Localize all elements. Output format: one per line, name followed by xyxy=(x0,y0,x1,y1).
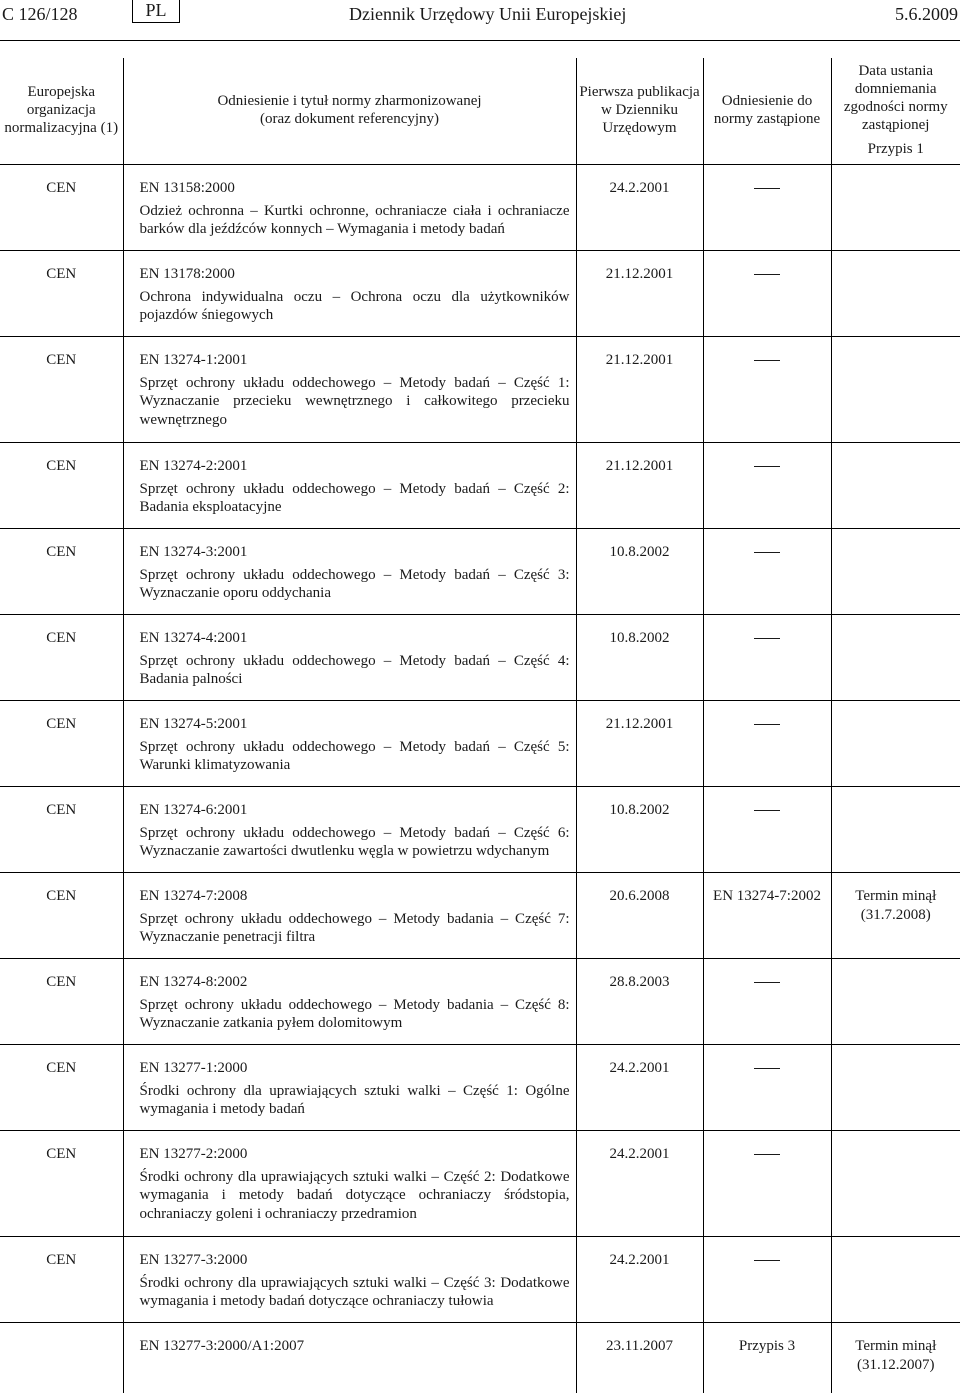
header-organization: Europejska organizacja normalizacyjna (1) xyxy=(0,58,123,165)
cessation-cell xyxy=(831,337,960,443)
no-superseded-dash xyxy=(754,466,780,467)
superseded-reference: Przypis 3 xyxy=(738,1338,796,1354)
standard-title: Sprzęt ochrony układu oddechowego – Metody badań – Część 3: Wyznaczanie oporu oddychania xyxy=(139,566,570,601)
table-row xyxy=(0,337,960,443)
standard-cell xyxy=(123,615,576,701)
standard-title: Odzież ochronna – Kurtki ochronne, ochraniacze ciała i ochraniacze barków dla jeźdźców konnych – Wymagania i metody badań xyxy=(139,202,570,237)
table-row xyxy=(0,615,960,701)
organization-cell: CEN xyxy=(0,1237,123,1323)
organization-cell: CEN xyxy=(0,165,123,251)
standard-code: EN 13158:2000 xyxy=(139,180,235,196)
organization-cell: CEN xyxy=(0,787,123,873)
standard-title: Środki ochrony dla uprawiających sztuki walki – Część 1: Ogólne wymagania i metody badań xyxy=(139,1082,570,1117)
no-superseded-dash xyxy=(754,188,780,189)
standard-cell xyxy=(123,873,576,959)
superseded-cell xyxy=(703,873,831,959)
standard-code: EN 13277-1:2000 xyxy=(139,1060,248,1076)
standard-code: EN 13178:2000 xyxy=(139,266,235,282)
no-superseded-dash xyxy=(754,982,780,983)
publication-date-cell: 10.8.2002 xyxy=(576,787,703,873)
no-superseded-dash xyxy=(754,552,780,553)
no-superseded-dash xyxy=(754,810,780,811)
organization-cell: CEN xyxy=(0,337,123,443)
standard-title: Sprzęt ochrony układu oddechowego – Metody badania – Część 8: Wyznaczanie zatkania pyłem dolomitowym xyxy=(139,996,570,1031)
standard-code: EN 13274-7:2008 xyxy=(139,888,248,904)
table-row xyxy=(0,959,960,1045)
standard-title: Sprzęt ochrony układu oddechowego – Metody badań – Część 5: Warunki klimatyzowania xyxy=(139,738,570,773)
superseded-cell xyxy=(703,165,831,251)
no-superseded-dash xyxy=(754,1260,780,1261)
no-superseded-dash xyxy=(754,724,780,725)
standard-code: EN 13274-1:2001 xyxy=(139,352,248,368)
publication-date-cell: 24.2.2001 xyxy=(576,1045,703,1131)
organization-cell xyxy=(0,1323,123,1393)
standard-code: EN 13277-3:2000/A1:2007 xyxy=(139,1338,305,1354)
organization-cell: CEN xyxy=(0,1045,123,1131)
header-first-publication: Pierwsza publikacja w Dzienniku Urzędowym xyxy=(576,58,703,165)
publication-date-cell: 21.12.2001 xyxy=(576,443,703,529)
publication-date-cell: 21.12.2001 xyxy=(576,251,703,337)
standard-cell xyxy=(123,165,576,251)
no-superseded-dash xyxy=(754,360,780,361)
cessation-cell xyxy=(831,1131,960,1237)
superseded-cell xyxy=(703,787,831,873)
standard-code: EN 13277-3:2000 xyxy=(139,1252,248,1268)
cessation-cell xyxy=(831,701,960,787)
organization-cell: CEN xyxy=(0,443,123,529)
standard-title: Ochrona indywidualna oczu – Ochrona oczu dla użytkowników pojazdów śniegowych xyxy=(139,288,570,323)
cessation-cell xyxy=(831,787,960,873)
no-superseded-dash xyxy=(754,1154,780,1155)
language-badge: PL xyxy=(132,0,180,23)
standard-cell xyxy=(123,337,576,443)
superseded-cell xyxy=(703,959,831,1045)
cessation-cell: Termin minął (31.12.2007) xyxy=(831,1323,960,1393)
standard-cell xyxy=(123,1237,576,1323)
table-row xyxy=(0,1323,960,1393)
standard-cell xyxy=(123,443,576,529)
no-superseded-dash xyxy=(754,1068,780,1069)
standard-title: Sprzęt ochrony układu oddechowego – Metody badania – Część 7: Wyznaczanie penetracji filtra xyxy=(139,910,570,945)
superseded-cell xyxy=(703,443,831,529)
superseded-cell xyxy=(703,1131,831,1237)
publication-date-cell: 28.8.2003 xyxy=(576,959,703,1045)
standard-code: EN 13277-2:2000 xyxy=(139,1146,248,1162)
standard-title: Sprzęt ochrony układu oddechowego – Metody badań – Część 4: Badania palności xyxy=(139,652,570,687)
page-number: C 126/128 xyxy=(2,4,78,24)
cessation-cell xyxy=(831,529,960,615)
standard-cell xyxy=(123,787,576,873)
standard-cell xyxy=(123,959,576,1045)
publication-date-cell: 23.11.2007 xyxy=(576,1323,703,1393)
table-row xyxy=(0,701,960,787)
no-superseded-dash xyxy=(754,274,780,275)
page-header xyxy=(0,0,960,41)
header-cessation-date: Data ustania domniemania zgodności normy zastąpionej Przypis 1 xyxy=(831,58,960,165)
cessation-cell xyxy=(831,443,960,529)
publication-date-cell: 24.2.2001 xyxy=(576,165,703,251)
superseded-cell xyxy=(703,251,831,337)
standard-cell xyxy=(123,1323,576,1393)
standard-code: EN 13274-6:2001 xyxy=(139,802,248,818)
standard-title: Sprzęt ochrony układu oddechowego – Metody badań – Część 6: Wyznaczanie zawartości dwutlenku węgla w powietrzu wdychanym xyxy=(139,824,570,859)
standard-cell xyxy=(123,701,576,787)
cessation-cell xyxy=(831,1045,960,1131)
standard-code: EN 13274-4:2001 xyxy=(139,630,248,646)
publication-date-cell: 20.6.2008 xyxy=(576,873,703,959)
superseded-cell xyxy=(703,337,831,443)
table-row xyxy=(0,1237,960,1323)
standard-cell xyxy=(123,251,576,337)
publication-date-cell: 10.8.2002 xyxy=(576,615,703,701)
cessation-cell: Termin minął (31.7.2008) xyxy=(831,873,960,959)
table-row xyxy=(0,165,960,251)
standard-title: Sprzęt ochrony układu oddechowego – Metody badań – Część 1: Wyznaczanie przecieku wewnętrznego i całkowitego przecieku wewnętrznego xyxy=(139,374,570,428)
standard-code: EN 13274-3:2001 xyxy=(139,544,248,560)
cessation-cell xyxy=(831,1237,960,1323)
superseded-cell xyxy=(703,701,831,787)
organization-cell: CEN xyxy=(0,1131,123,1237)
issue-date: 5.6.2009 xyxy=(895,4,958,24)
organization-cell: CEN xyxy=(0,251,123,337)
standard-code: EN 13274-2:2001 xyxy=(139,458,248,474)
standard-title: Środki ochrony dla uprawiających sztuki walki – Część 3: Dodatkowe wymagania i metody badań dotyczące ochraniaczy tułowia xyxy=(139,1274,570,1309)
standard-title: Sprzęt ochrony układu oddechowego – Metody badań – Część 2: Badania eksploatacyjne xyxy=(139,480,570,515)
table-row xyxy=(0,1131,960,1237)
journal-title: Dziennik Urzędowy Unii Europejskiej xyxy=(349,4,627,24)
organization-cell: CEN xyxy=(0,615,123,701)
superseded-reference: EN 13274-7:2002 xyxy=(713,888,821,904)
standard-cell xyxy=(123,529,576,615)
superseded-cell xyxy=(703,615,831,701)
organization-cell: CEN xyxy=(0,529,123,615)
standards-table xyxy=(0,58,960,1393)
publication-date-cell: 10.8.2002 xyxy=(576,529,703,615)
table-header-row xyxy=(0,58,960,165)
organization-cell: CEN xyxy=(0,701,123,787)
standard-code: EN 13274-8:2002 xyxy=(139,974,248,990)
organization-cell: CEN xyxy=(0,959,123,1045)
table-row xyxy=(0,873,960,959)
table-row xyxy=(0,251,960,337)
table-row xyxy=(0,1045,960,1131)
header-reference-title: Odniesienie i tytuł normy zharmonizowanej (oraz dokument referencyjny) xyxy=(123,58,576,165)
standard-cell xyxy=(123,1045,576,1131)
superseded-cell xyxy=(703,1237,831,1323)
publication-date-cell: 24.2.2001 xyxy=(576,1131,703,1237)
superseded-cell xyxy=(703,1045,831,1131)
superseded-cell xyxy=(703,529,831,615)
no-superseded-dash xyxy=(754,638,780,639)
standard-cell xyxy=(123,1131,576,1237)
cessation-cell xyxy=(831,615,960,701)
superseded-cell xyxy=(703,1323,831,1393)
organization-cell: CEN xyxy=(0,873,123,959)
standard-title: Środki ochrony dla uprawiających sztuki walki – Część 2: Dodatkowe wymagania i metody badań dotyczące ochraniaczy śródstopia, ochraniaczy goleni i ochraniaczy przedramion xyxy=(139,1168,570,1222)
cessation-cell xyxy=(831,959,960,1045)
table-row xyxy=(0,443,960,529)
table-row xyxy=(0,787,960,873)
standard-code: EN 13274-5:2001 xyxy=(139,716,248,732)
publication-date-cell: 21.12.2001 xyxy=(576,701,703,787)
publication-date-cell: 21.12.2001 xyxy=(576,337,703,443)
header-superseded-reference: Odniesienie do normy zastąpione xyxy=(703,58,831,165)
publication-date-cell: 24.2.2001 xyxy=(576,1237,703,1323)
cessation-cell xyxy=(831,165,960,251)
table-row xyxy=(0,529,960,615)
cessation-cell xyxy=(831,251,960,337)
